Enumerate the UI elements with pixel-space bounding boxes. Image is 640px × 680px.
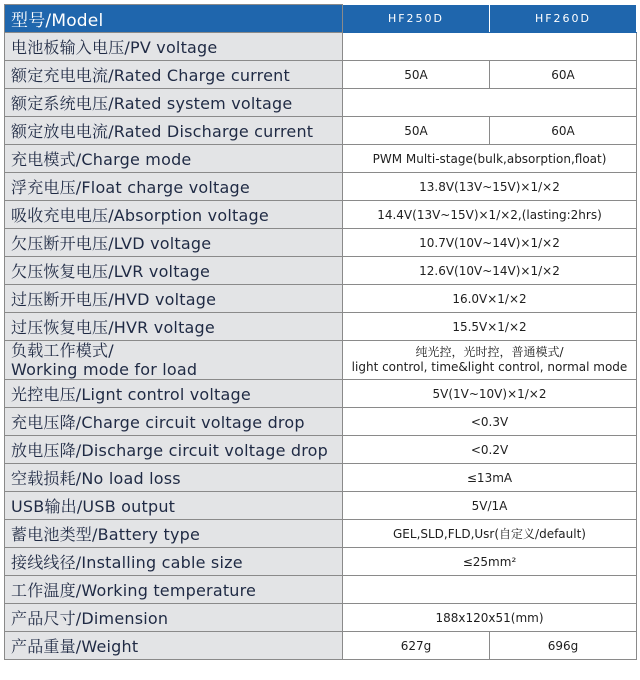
param-label: 产品重量/Weight xyxy=(5,632,343,660)
param-label: 吸收充电电压/Absorption voltage xyxy=(5,201,343,229)
param-value-hf260d: 60A xyxy=(490,61,637,89)
row-rated-system-voltage xyxy=(5,89,637,117)
param-value: ≤25mm² xyxy=(343,548,637,576)
param-value: ≤13mA xyxy=(343,464,637,492)
param-value-hf260d: 696g xyxy=(490,632,637,660)
param-label: 产品尺寸/Dimension xyxy=(5,604,343,632)
param-label: 额定系统电压/Rated system voltage xyxy=(5,89,343,117)
row-lvd-voltage xyxy=(5,229,637,257)
spec-table xyxy=(4,4,637,660)
param-label: 充电模式/Charge mode xyxy=(5,145,343,173)
row-pv-voltage xyxy=(5,33,637,61)
row-charge-mode xyxy=(5,145,637,173)
row-float-charge-voltage xyxy=(5,173,637,201)
param-value: 10.7V(10V~14V)×1/×2 xyxy=(343,229,637,257)
param-value: 188x120x51(mm) xyxy=(343,604,637,632)
header-row xyxy=(5,5,637,33)
param-value-hf260d: 60A xyxy=(490,117,637,145)
row-absorption-voltage xyxy=(5,201,637,229)
param-value: <0.3V xyxy=(343,408,637,436)
row-working-temperature xyxy=(5,576,637,604)
row-discharge-voltage-drop xyxy=(5,436,637,464)
model-label: 型号/Model xyxy=(5,5,343,33)
param-value: GEL,SLD,FLD,Usr(自定义/default) xyxy=(343,520,637,548)
param-label: 额定充电电流/Rated Charge current xyxy=(5,61,343,89)
param-label: USB输出/USB output xyxy=(5,492,343,520)
row-working-mode xyxy=(5,341,637,380)
row-rated-charge-current xyxy=(5,61,637,89)
param-label: 空载损耗/No load loss xyxy=(5,464,343,492)
param-label: 额定放电电流/Rated Discharge current xyxy=(5,117,343,145)
param-value-hf250d: 50A xyxy=(343,117,490,145)
param-value-line-2: light control, time&light control, normal mode xyxy=(351,360,628,374)
param-value-hf250d: 627g xyxy=(343,632,490,660)
param-label: 接线线径/Installing cable size xyxy=(5,548,343,576)
row-cable-size xyxy=(5,548,637,576)
row-no-load-loss xyxy=(5,464,637,492)
param-value: 16.0V×1/×2 xyxy=(343,285,637,313)
param-label: 光控电压/Lignt control voltage xyxy=(5,380,343,408)
param-value: 5V(1V~10V)×1/×2 xyxy=(343,380,637,408)
row-usb-output xyxy=(5,492,637,520)
param-label: 过压断开电压/HVD voltage xyxy=(5,285,343,313)
param-label xyxy=(5,341,343,380)
row-charge-voltage-drop xyxy=(5,408,637,436)
param-value: <0.2V xyxy=(343,436,637,464)
param-value: 12.6V(10V~14V)×1/×2 xyxy=(343,257,637,285)
param-value xyxy=(343,33,637,61)
row-weight xyxy=(5,632,637,660)
param-value xyxy=(343,89,637,117)
row-battery-type xyxy=(5,520,637,548)
param-label: 欠压恢复电压/LVR voltage xyxy=(5,257,343,285)
param-label-line-1: 负载工作模式/ xyxy=(11,341,114,360)
param-value xyxy=(343,576,637,604)
param-label: 工作温度/Working temperature xyxy=(5,576,343,604)
param-label: 充电压降/Charge circuit voltage drop xyxy=(5,408,343,436)
param-label: 放电压降/Discharge circuit voltage drop xyxy=(5,436,343,464)
row-rated-discharge-current xyxy=(5,117,637,145)
param-label: 蓄电池类型/Battery type xyxy=(5,520,343,548)
param-label: 过压恢复电压/HVR voltage xyxy=(5,313,343,341)
row-light-control-voltage xyxy=(5,380,637,408)
param-value-hf250d: 50A xyxy=(343,61,490,89)
param-label: 浮充电压/Float charge voltage xyxy=(5,173,343,201)
param-label: 欠压断开电压/LVD voltage xyxy=(5,229,343,257)
row-lvr-voltage xyxy=(5,257,637,285)
param-value xyxy=(343,341,637,380)
row-dimension xyxy=(5,604,637,632)
param-value: PWM Multi-stage(bulk,absorption,float) xyxy=(343,145,637,173)
row-hvr-voltage xyxy=(5,313,637,341)
model-hf250d: HF250D xyxy=(343,5,490,33)
param-label-line-2: Working mode for load xyxy=(11,360,198,379)
param-value: 15.5V×1/×2 xyxy=(343,313,637,341)
model-hf260d: HF260D xyxy=(490,5,637,33)
param-value: 13.8V(13V~15V)×1/×2 xyxy=(343,173,637,201)
param-label: 电池板输入电压/PV voltage xyxy=(5,33,343,61)
row-hvd-voltage xyxy=(5,285,637,313)
param-value: 14.4V(13V~15V)×1/×2,(lasting:2hrs) xyxy=(343,201,637,229)
param-value: 5V/1A xyxy=(343,492,637,520)
param-value-line-1: 纯光控，光时控，普通模式/ xyxy=(415,345,564,359)
